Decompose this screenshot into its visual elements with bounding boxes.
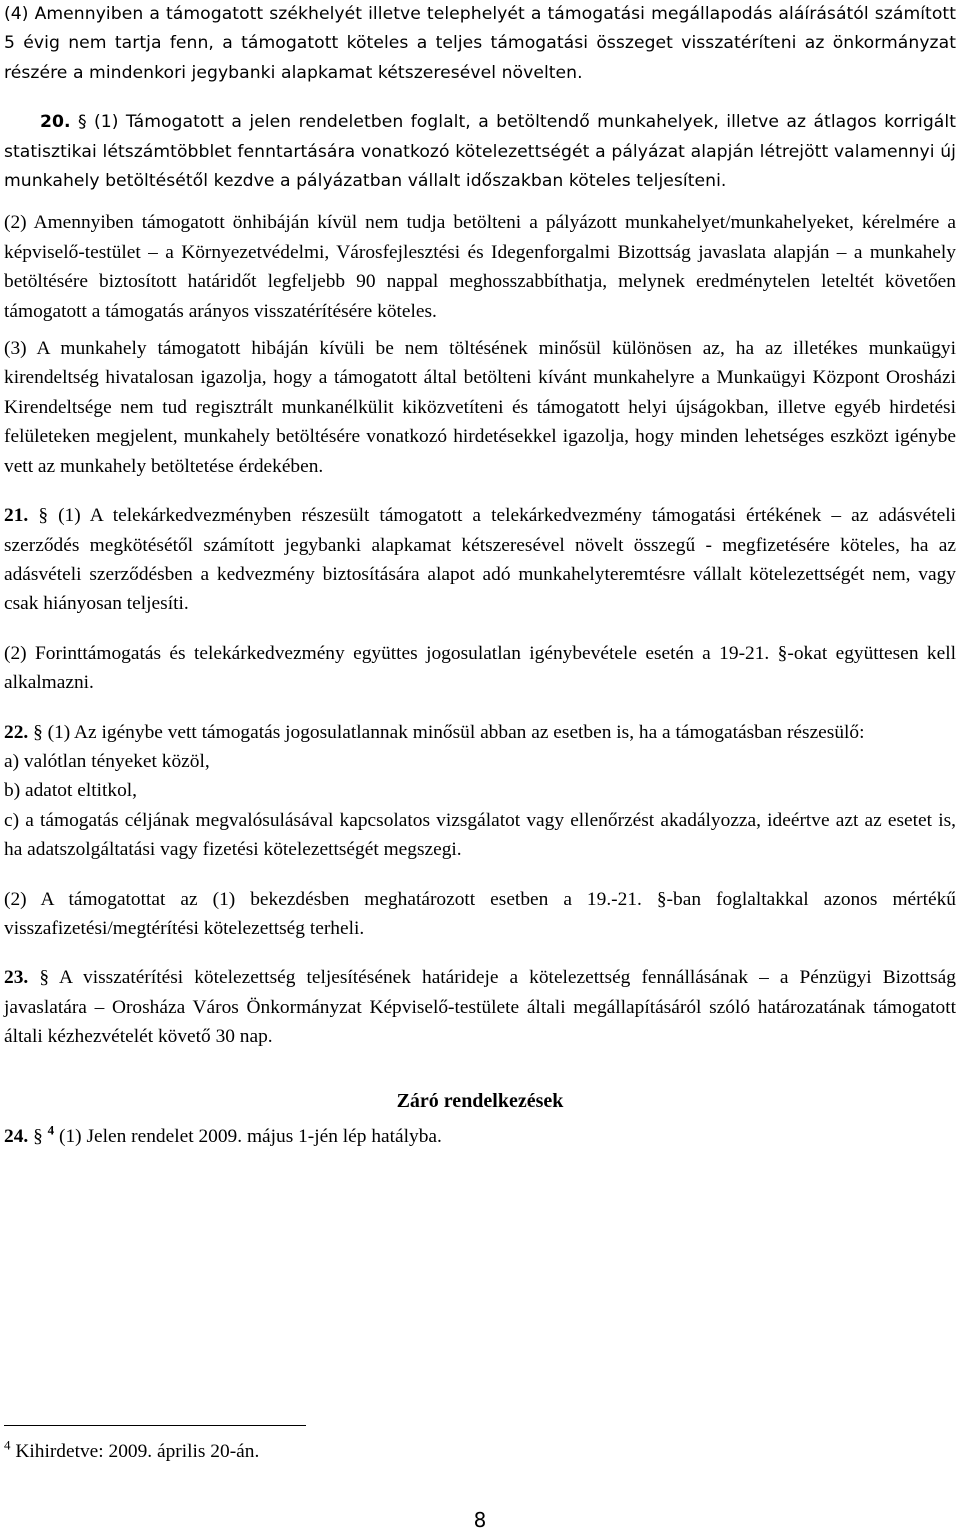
section-24-text: (1) Jelen rendelet 2009. május 1-jén lép hatályba. bbox=[59, 1125, 442, 1147]
section-number-24: 24. bbox=[4, 1125, 29, 1147]
section-number-23: 23. bbox=[4, 967, 29, 989]
section-23-text: § A visszatérítési kötelezettség teljesítésének határideje a kötelezettség fennállásának – a Pénzügyi Bizottság javaslatára – Orosháza Város Önkormányzat Képviselő-testülete általi megállapításáról szóló határozatának támogatott általi kézhezvételét követő 30 nap. bbox=[4, 967, 956, 1048]
section-21-paragraph-1 bbox=[4, 501, 956, 619]
document-page bbox=[4, 0, 956, 1151]
section-21-paragraph-2: (2) Forinttámogatás és telekárkedvezmény együttes jogosulatlan igénybevétele esetén a 19-21. §-okat együttesen kell alkalmazni. bbox=[4, 642, 956, 694]
section-20-paragraph-2: (2) Amennyiben támogatott önhibáján kívül nem tudja betölteni a pályázott munkahelyet/munkahelyeket, kérelmére a képviselő-testület – a Környezetvédelmi, Városfejlesztési és Idegenforgalmi Bizottság javaslata alapján – a munkahely betöltésére biztosított határidőt legfeljebb 90 nappal meghosszabbíthatja, melynek eredménytelen leteltét követően támogatott a támogatás arányos visszatérítésére köteles. bbox=[4, 212, 956, 322]
footnote bbox=[4, 1438, 259, 1466]
footnote-reference: 4 bbox=[47, 1122, 55, 1138]
section-number-22: 22. bbox=[4, 721, 29, 743]
section-24 bbox=[4, 1122, 956, 1151]
section-number-20: 20. bbox=[40, 112, 71, 133]
footnote-text: Kihirdetve: 2009. április 20-án. bbox=[15, 1441, 260, 1462]
section-number-21: 21. bbox=[4, 505, 29, 527]
section-22-1-text: § (1) Az igénybe vett támogatás jogosulatlannak minősül abban az esetben is, ha a támogatásban részesülő: bbox=[33, 721, 865, 743]
section-20-paragraph-3: (3) A munkahely támogatott hibáján kívüli be nem töltésének minősül különösen az, ha az illetékes munkaügyi kirendeltség hivatalosan igazolja, hogy a támogatott által betölteni kívánt munkahelyre a Munkaügyi Központ Orosházi Kirendeltsége nem tud regisztrált munkanélkülit kiközvetíteni és támogatott helyi újságokban, illetve egyéb hirdetési felületeken megjelent, munkahely betöltésére vonatkozó hirdetésekkel igazolja, hogy minden lehetséges eszközt igénybe vett az munkahely betöltetése érdekében. bbox=[4, 338, 956, 477]
section-22-item-b: b) adatot eltitkol, bbox=[4, 780, 138, 802]
footnote-separator bbox=[4, 1425, 306, 1426]
section-20-paragraph-1 bbox=[4, 108, 956, 196]
section-22-item-a: a) valótlan tényeket közöl, bbox=[4, 750, 210, 772]
section-20-1-text: § (1) Támogatott a jelen rendeletben foglalt, a betöltendő munkahelyek, illetve az átlagos korrigált statisztikai létszámtöbblet fenntartására vonatkozó kötelezettségét a pályázat alapján létrejött valamennyi új munkahely betöltésétől kezdve a pályázatban vállalt időszakban köteles teljesíteni. bbox=[4, 112, 957, 192]
section-23 bbox=[4, 963, 956, 1051]
section-22-item-c: c) a támogatás céljának megvalósulásával kapcsolatos vizsgálatot vagy ellenőrzést akadályozza, ideértve azt az esetet is, ha adatszolgáltatási vagy fizetési kötelezettségét megszegi. bbox=[4, 809, 956, 861]
page-number: 8 bbox=[473, 1508, 487, 1532]
paragraph-19-4: (4) Amennyiben a támogatott székhelyét illetve telephelyét a támogatási megállapodás aláírásától számított 5 évig nem tartja fenn, a támogatott köteles a teljes támogatási összeget visszatéríteni az önkormányzat részére a mindenkori jegybanki alapkamat kétszeresével növelten. bbox=[4, 4, 956, 83]
section-sign: § bbox=[33, 1125, 43, 1147]
section-22-paragraph-1 bbox=[4, 718, 956, 747]
section-21-1-text: § (1) A telekárkedvezményben részesült támogatott a telekárkedvezmény támogatási értékének – az adásvételi szerződés megkötésétől számított jegybanki alapkamat kétszeresével növelt összegű - megfizetésére köteles, ha az adásvételi szerződésben a kedvezmény biztosítására alapot adó munkahelyteremtésre vállalt kötelezettségét nem, vagy csak hiányosan teljesíti. bbox=[4, 505, 956, 615]
section-22-paragraph-2: (2) A támogatottat az (1) bekezdésben meghatározott esetben a 19.-21. §-ban foglaltakkal azonos mértékű visszafizetési/megtérítési kötelezettség terheli. bbox=[4, 888, 956, 939]
closing-provisions-heading: Záró rendelkezések bbox=[396, 1089, 564, 1112]
footnote-marker: 4 bbox=[4, 1437, 11, 1453]
